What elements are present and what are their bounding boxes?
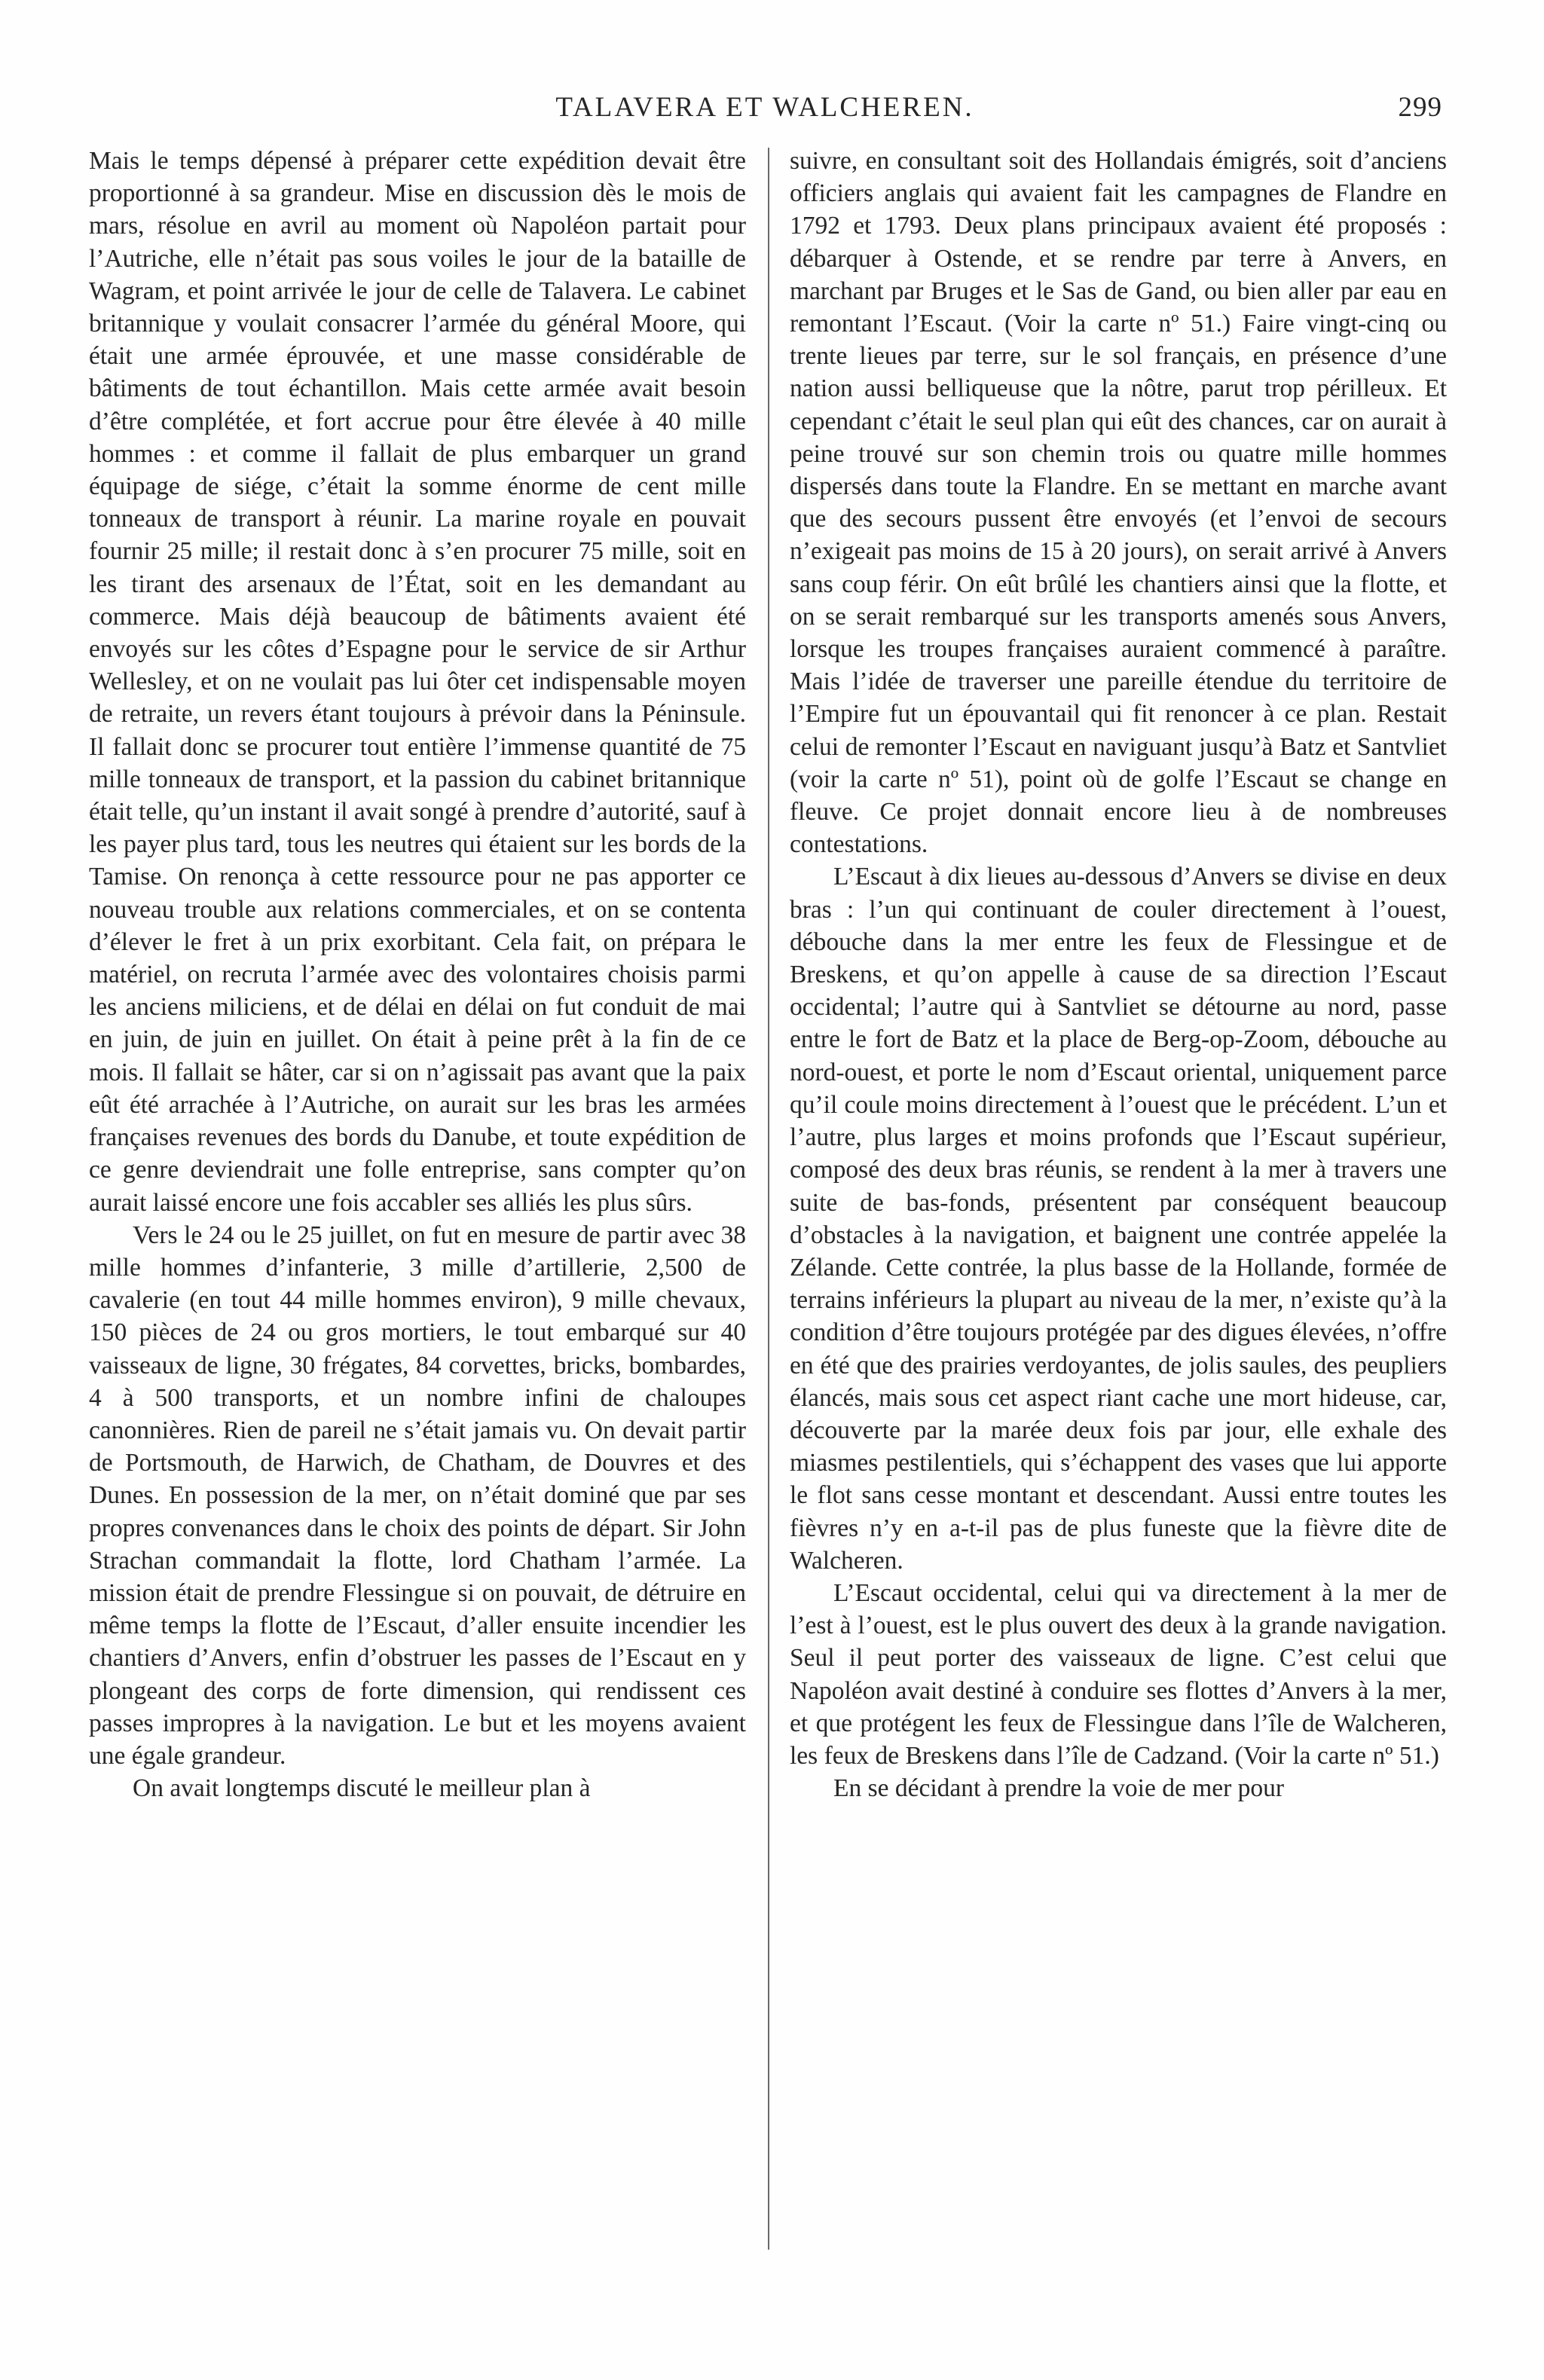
left-column <box>89 145 746 1804</box>
paragraph: suivre, en consultant soit des Hollandais émigrés, soit d’anciens officiers anglais qui avaient fait les campagnes de Flandre en 1792 et 1793. Deux plans principaux avaient été proposés : débarquer à Ostende, et se rendre par terre à Anvers, en marchant par Bruges et le Sas de Gand, ou bien aller par eau en remontant l’Escaut. (Voir la carte nº 51.) Faire vingt-cinq ou trente lieues par terre, sur le sol français, en présence d’une nation aussi belliqueuse que la nôtre, parut trop périlleux. Et cependant c’était le seul plan qui eût des chances, car on aurait à peine trouvé sur son chemin trois ou quatre mille hommes dispersés dans toute la Flandre. En se mettant en marche avant que des secours pussent être envoyés (et l’envoi de secours n’exigeait pas moins de 15 à 20 jours), on serait arrivé à Anvers sans coup férir. On eût brûlé les chantiers ainsi que la flotte, et on se serait rembarqué sur les transports amenés sous Anvers, lorsque les troupes françaises auraient commencé à paraître. Mais l’idée de traverser une pareille étendue du territoire de l’Empire fut un épouvantail qui fit renoncer à ce plan. Restait celui de remonter l’Escaut en naviguant jusqu’à Batz et Santvliet (voir la carte nº 51), point où de golfe l’Escaut se change en fleuve. Ce projet donnait encore lieu à de nombreuses contestations. <box>790 147 1447 859</box>
right-column <box>790 145 1447 1804</box>
paragraph: On avait longtemps discuté le meilleur plan à <box>133 1774 591 1803</box>
paragraph: Mais le temps dépensé à préparer cette expédition devait être proportionné à sa grandeur. Mise en discussion dès le mois de mars, résolue en avril au moment où Napoléon partait pour l’Autriche, elle n’était pas sous voiles le jour de la bataille de Wagram, et point arrivée le jour de celle de Talavera. Le cabinet britannique y voulait consacrer l’armée du général Moore, qui était une armée éprouvée, et une masse considérable de bâtiments de tout échantillon. Mais cette armée avait besoin d’être complétée, et fort accrue pour être élevée à 40 mille hommes : et comme il fallait de plus embarquer un grand équipage de siége, c’était la somme énorme de cent mille tonneaux de transport à réunir. La marine royale en pouvait fournir 25 mille; il restait donc à s’en procurer 75 mille, soit en les tirant des arsenaux de l’État, soit en les demandant au commerce. Mais déjà beaucoup de bâtiments avaient été envoyés sur les côtes d’Espagne pour le service de sir Arthur Wellesley, et on ne voulait pas lui ôter cet indispensable moyen de retraite, un revers étant toujours à prévoir dans la Péninsule. Il fallait donc se procurer tout entière l’immense quantité de 75 mille tonneaux de transport, et la passion du cabinet britannique était telle, qu’un instant il avait songé à prendre d’autorité, sauf à les payer plus tard, tous les neutres qui étaient sur les bords de la Tamise. On renonça à cette ressource pour ne pas apporter ce nouveau trouble aux relations commerciales, et on se contenta d’élever le fret à un prix exorbitant. Cela fait, on prépara le matériel, on recruta l’armée avec des volontaires choisis parmi les anciens miliciens, et de délai en délai on fut conduit de mai en juin, de juin en juillet. On était à peine prêt à la fin de ce mois. Il fallait se hâter, car si on n’agissait pas avant que la paix eût été arrachée à l’Autriche, on aurait sur les bras les armées françaises revenues des bords du Danube, et toute expédition de ce genre deviendrait une folle entreprise, sans compter qu’on aurait laissé encore une fois accabler ses alliés les plus sûrs. <box>89 147 746 1217</box>
paragraph: L’Escaut occidental, celui qui va directement à la mer de l’est à l’ouest, est le plus ouvert des deux à la grande navigation. Seul il peut porter des vaisseaux de ligne. C’est celui que Napoléon avait destiné à conduire ses flottes d’Anvers à la mer, et que protégent les feux de Flessingue dans l’île de Walcheren, les feux de Breskens dans l’île de Cadzand. (Voir la carte nº 51.) <box>790 1578 1447 1770</box>
running-head <box>0 89 1544 127</box>
paragraph: Vers le 24 ou le 25 juillet, on fut en mesure de partir avec 38 mille hommes d’infanterie, 3 mille d’artillerie, 2,500 de cavalerie (en tout 44 mille hommes environ), 9 mille chevaux, 150 pièces de 24 ou gros mortiers, le tout embarqué sur 40 vaisseaux de ligne, 30 frégates, 84 corvettes, bricks, bombardes, 4 à 500 transports, et un nombre infini de chaloupes canonnières. Rien de pareil ne s’était jamais vu. On devait partir de Portsmouth, de Harwich, de Chatham, de Douvres et des Dunes. En possession de la mer, on n’était dominé que par ses propres convenances dans le choix des points de départ. Sir John Strachan commandait la flotte, lord Chatham l’armée. La mission était de prendre Flessingue si on pouvait, de détruire en même temps la flotte de l’Escaut, d’aller ensuite incendier les chantiers d’Anvers, enfin d’obstruer les passes de l’Escaut en y plongeant des corps de forte dimension, qui rendissent ces passes impropres à la navigation. Le but et les moyens avaient une égale grandeur. <box>89 1221 746 1770</box>
running-title: TALAVERA ET WALCHEREN. <box>555 92 974 123</box>
column-divider <box>768 148 769 2250</box>
paragraph: En se décidant à prendre la voie de mer pour <box>833 1774 1285 1803</box>
page-number: 299 <box>1398 92 1442 123</box>
paragraph: L’Escaut à dix lieues au-dessous d’Anvers se divise en deux bras : l’un qui continuant de couler directement à l’ouest, débouche dans la mer entre les feux de Flessingue et de Breskens, et qu’on appelle à cause de sa direction l’Escaut occidental; l’autre qui à Santvliet se détourne au nord, passe entre le fort de Batz et la place de Berg-op-Zoom, débouche au nord-ouest, et porte le nom d’Escaut oriental, uniquement parce qu’il coule moins directement à l’ouest que le précédent. L’un et l’autre, plus larges et moins profonds que l’Escaut supérieur, composé des deux bras réunis, se rendent à la mer à travers une suite de bas-fonds, présentent par conséquent beaucoup d’obstacles à la navigation, et baignent une contrée appelée la Zélande. Cette contrée, la plus basse de la Hollande, formée de terrains inférieurs la plupart au niveau de la mer, n’existe qu’à la condition d’être toujours protégée par des digues élevées, n’offre en été que des prairies verdoyantes, de jolis saules, des peupliers élancés, mais sous cet aspect riant cache une mort hideuse, car, découverte par la marée deux fois par jour, elle exhale des miasmes pestilentiels, qui s’échappent des vases que lui apporte le flot sans cesse montant et descendant. Aussi entre toutes les fièvres n’y en a-t-il pas de plus funeste que la fièvre dite de Walcheren. <box>790 863 1447 1575</box>
